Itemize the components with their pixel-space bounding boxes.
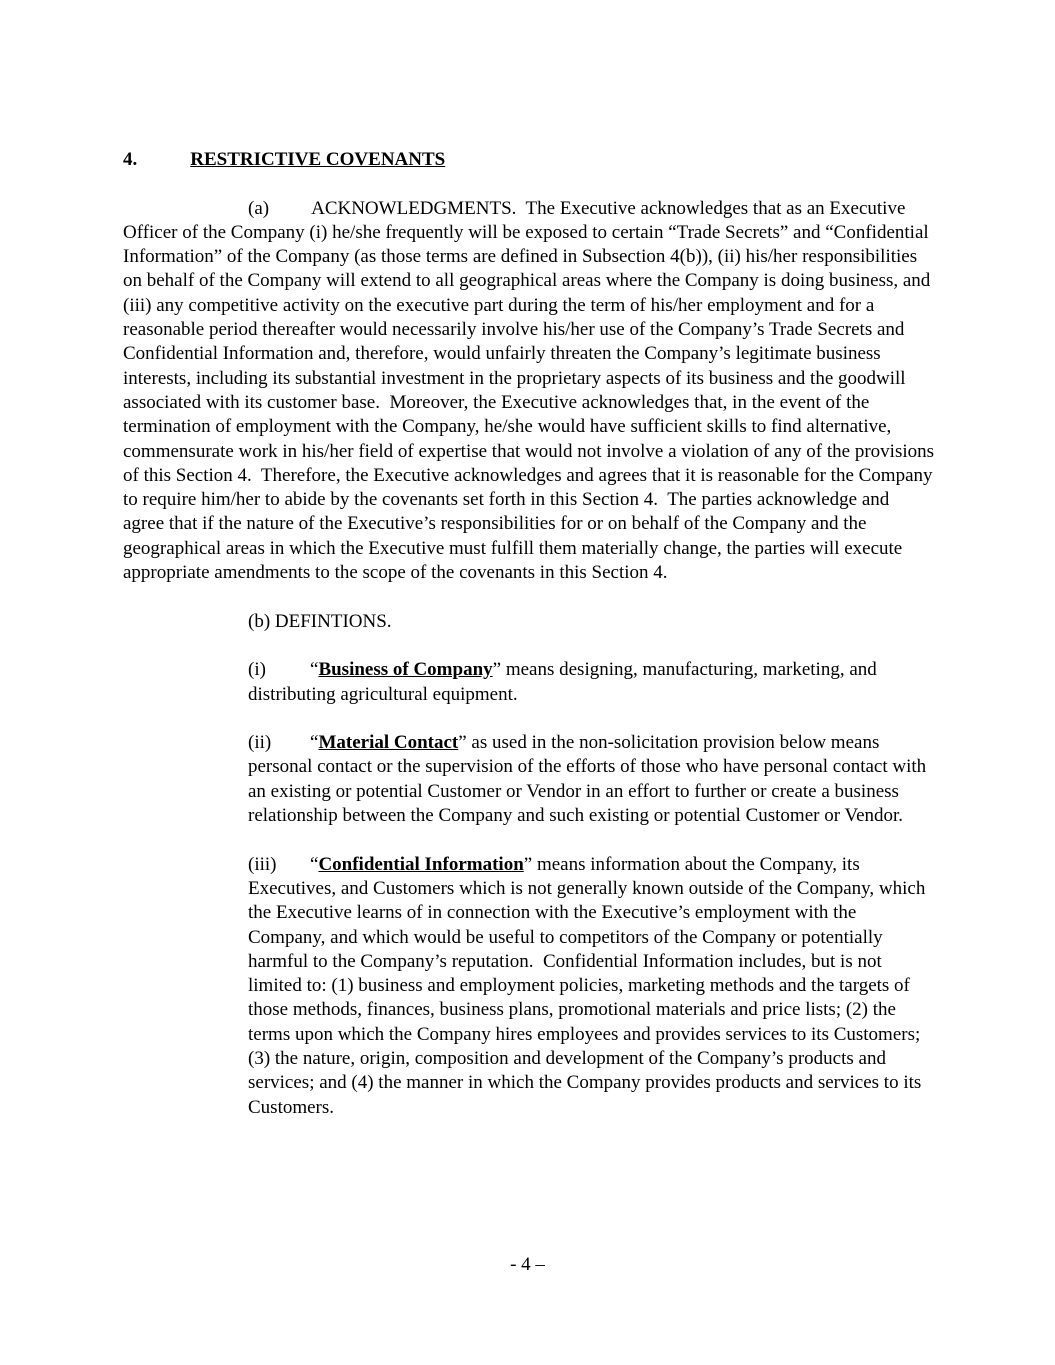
page-number: - 4 – bbox=[510, 1254, 545, 1275]
para-b-label: (b) bbox=[248, 610, 271, 632]
def-iii-label: (iii) bbox=[248, 853, 277, 875]
para-a-lead: ACKNOWLEDGMENTS. bbox=[311, 197, 517, 219]
definition-item-business-of-company bbox=[123, 658, 935, 707]
def-i-open-quote: “ bbox=[310, 659, 319, 681]
def-ii-label: (ii) bbox=[248, 732, 272, 754]
def-ii-open-quote: “ bbox=[310, 732, 319, 754]
section-heading bbox=[123, 148, 935, 172]
document-content bbox=[123, 148, 939, 1144]
def-i-body: ” means designing, manufacturing, marketing, and distributing agricultural equipment. bbox=[248, 659, 882, 705]
def-ii-term: Material Contact bbox=[318, 732, 459, 754]
definition-item-confidential-information bbox=[123, 853, 935, 1120]
def-ii-body: ” as used in the non-solicitation provision below means personal contact or the supervision of the efforts of those who have personal contact with an existing or potential Customer or Vendor in an effort to further or create a business relationship between the Company and such existing or potential Customer or Vendor. bbox=[248, 732, 931, 827]
def-iii-open-quote: “ bbox=[310, 853, 319, 875]
def-iii-term: Confidential Information bbox=[318, 853, 524, 875]
section-number: 4. bbox=[123, 149, 138, 170]
paragraph-definitions-heading bbox=[248, 610, 935, 634]
para-b-text: DEFINTIONS. bbox=[270, 610, 392, 632]
para-a-label: (a) bbox=[248, 197, 270, 219]
section-title: RESTRICTIVE COVENANTS bbox=[190, 149, 446, 170]
paragraph-acknowledgments bbox=[123, 197, 939, 586]
definition-item-material-contact bbox=[123, 731, 935, 828]
def-i-term: Business of Company bbox=[318, 659, 493, 681]
def-i-label: (i) bbox=[248, 659, 266, 681]
def-iii-body: ” means information about the Company, its Executives, and Customers which is not generally known outside of the Company, which the Executive learns of in connection with the Executive’s employment with the Company, and which would be useful to competitors of the Company or potentially harmful to the Company’s reputation. Confidential Information includes, but is not limited to: (1) business and employment policies, marketing methods and the targets of those methods, finances, business plans, promotional materials and price lists; (2) the terms upon which the Company hires employees and provides services to its Customers; (3) the nature, origin, composition and development of the Company’s products and services; and (4) the manner in which the Company provides products and services to its Customers. bbox=[248, 853, 931, 1118]
para-a-body: The Executive acknowledges that as an Executive Officer of the Company (i) he/she frequently will be exposed to certain “Trade Secrets” and “Confidential Information” of the Company (as those terms are defined in Subsection 4(b)), (ii) his/her responsibilities on behalf of the Company will extend to all geographical areas where the Company is doing business, and (iii) any competitive activity on the executive part during the term of his/her employment and for a reasonable period thereafter would necessarily involve his/her use of the Company’s Trade Secrets and Confidential Information and, therefore, would unfairly threaten the Company’s legitimate business interests, including its substantial investment in the proprietary aspects of its business and the goodwill associated with its customer base. Moreover, the Executive acknowledges that, in the event of the termination of employment with the Company, he/she would have sufficient skills to find alternative, commensurate work in his/her field of expertise that would not involve a violation of any of the provisions of this Section 4. Therefore, the Executive acknowledges and agrees that it is reasonable for the Company to require him/her to abide by the covenants set forth in this Section 4. The parties acknowledge and agree that if the nature of the Executive’s responsibilities for or on behalf of the Company and the geographical areas in which the Executive must fulfill them materially change, the parties will execute appropriate amendments to the scope of the covenants in this Section 4. bbox=[123, 197, 939, 584]
